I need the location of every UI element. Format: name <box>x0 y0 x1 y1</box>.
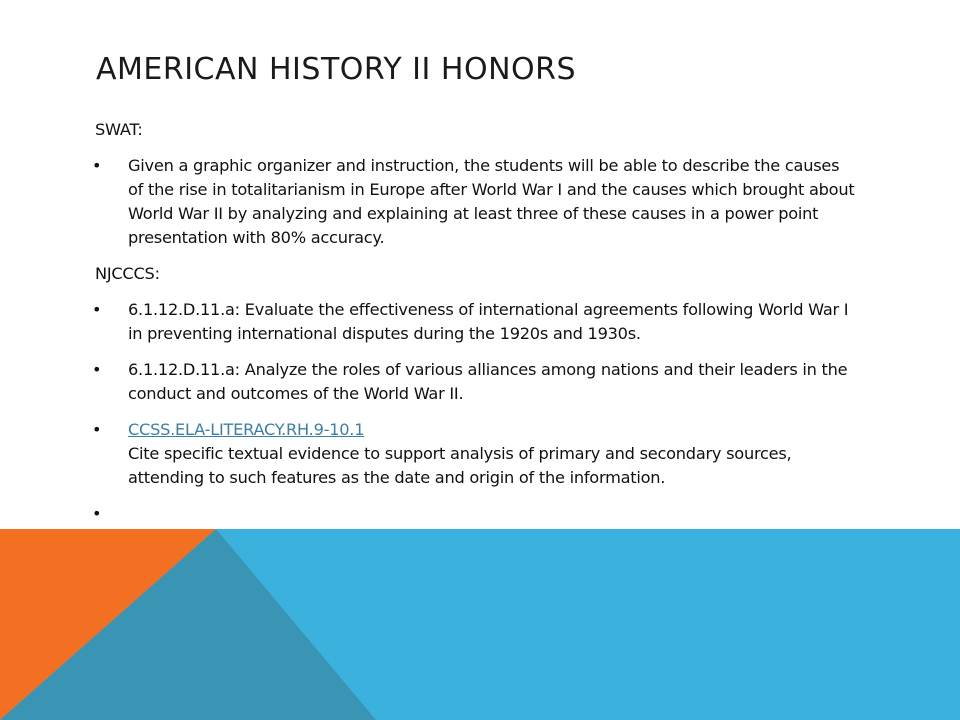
empty-bullet-item <box>92 502 855 526</box>
bullet-dot: • <box>92 360 102 379</box>
bullet-dot: • <box>92 300 102 319</box>
standard-item <box>92 358 855 406</box>
decorative-footer-shapes <box>0 529 960 720</box>
standard-item-text: 6.1.12.D.11.a: Analyze the roles of various alliances among nations and their leaders in the conduct and outcomes of the World War II. <box>128 360 848 403</box>
swat-item <box>92 154 855 250</box>
njcccs-label: NJCCCS: <box>95 264 160 283</box>
standard-item <box>92 298 855 346</box>
slide-title: AMERICAN HISTORY II HONORS <box>96 52 577 87</box>
bullet-dot: • <box>92 156 102 175</box>
standard-item-text: 6.1.12.D.11.a: Evaluate the effectiveness of international agreements following World War I in preventing international disputes during the 1920s and 1930s. <box>128 300 849 343</box>
standard-item-text: Cite specific textual evidence to support analysis of primary and secondary sources, attending to such features as the date and origin of the information. <box>128 444 792 487</box>
swat-list <box>92 154 855 250</box>
bullet-dot: • <box>92 504 102 523</box>
standard-item <box>92 418 855 490</box>
swat-item-text: Given a graphic organizer and instruction, the students will be able to describe the causes of the rise in totalitarianism in Europe after World War I and the causes which brought about World War II by analyzing and explaining at least three of these causes in a power point presentation with 80% accuracy. <box>128 156 855 247</box>
bullet-dot: • <box>92 420 102 439</box>
njcccs-list <box>92 298 855 526</box>
ccss-standard-link[interactable]: CCSS.ELA-LITERACY.RH.9-10.1 <box>128 420 365 439</box>
swat-label: SWAT: <box>95 120 143 139</box>
slide-body <box>92 118 855 538</box>
